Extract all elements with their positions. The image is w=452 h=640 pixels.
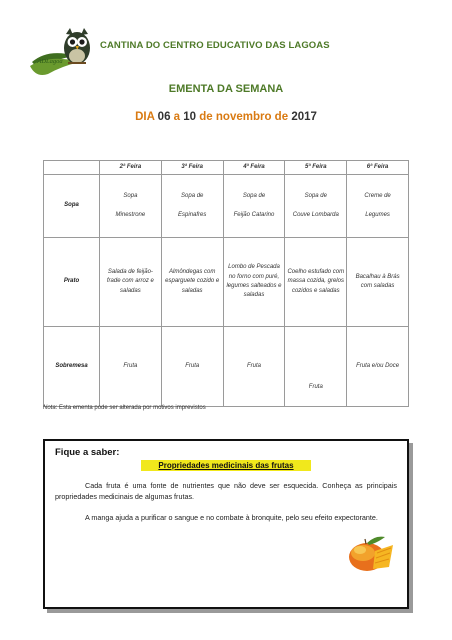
menu-cell: Fruta: [100, 327, 162, 407]
date-start-day: 06: [157, 111, 171, 123]
table-row-sobremesa: [44, 327, 409, 407]
info-paragraph-1: Cada fruta é uma fonte de nutrientes que não deve ser esquecida. Conheça as principais propriedades medicinais de algumas frutas.: [55, 481, 397, 501]
menu-cell: Bacalhau à Brás com saladas: [347, 238, 409, 327]
menu-cell: Coelho estufado com massa cozida, grelos cozidos e saladas: [285, 238, 347, 327]
page-title: EMENTA DA SEMANA: [168, 83, 284, 95]
date-prefix: DIA: [135, 111, 155, 123]
owl-logo: [28, 22, 98, 80]
table-row-sopa: [44, 175, 409, 238]
menu-cell: Fruta: [223, 327, 285, 407]
row-label: Sopa: [44, 175, 100, 238]
info-box-title: Fique a saber:: [55, 447, 120, 458]
row-label: Sobremesa: [44, 327, 100, 407]
table-corner-cell: [44, 161, 100, 175]
menu-cell: Salada de feijão-frade com arroz e saladas: [100, 238, 162, 327]
school-name: CANTINA DO CENTRO EDUCATIVO DAS LAGOAS: [100, 40, 330, 51]
table-header-row: [44, 161, 409, 175]
table-row-prato: [44, 238, 409, 327]
logo-text: ADLagoa: [37, 58, 63, 65]
menu-cell: Fruta: [285, 327, 347, 407]
day-header: 2ª Feira: [100, 161, 162, 175]
day-header: 4ª Feira: [223, 161, 285, 175]
menu-cell: Fruta e/ou Doce: [347, 327, 409, 407]
info-paragraph-2: A manga ajuda a purificar o sangue e no combate à bronquite, pelo seu efeito expectorante.: [85, 512, 378, 522]
menu-cell: Sopa de Espinafres: [161, 175, 223, 238]
row-label: Prato: [44, 238, 100, 327]
day-header: 6ª Feira: [347, 161, 409, 175]
menu-cell: Fruta: [161, 327, 223, 407]
info-box-subtitle: Propriedades medicinais das frutas: [141, 460, 311, 471]
menu-cell: Lombo de Pescada no forno com puré, legumes salteados e saladas: [223, 238, 285, 327]
date-year: 2017: [291, 111, 317, 123]
menu-cell: Sopa de Couve Lombarda: [285, 175, 347, 238]
note-label: Nota: [43, 405, 56, 411]
menu-cell: Almôndegas com esparguete cozido e saladas: [161, 238, 223, 327]
menu-cell: Sopa Minestrone: [100, 175, 162, 238]
date-month: de novembro de: [199, 111, 289, 123]
menu-cell: Creme de Legumes: [347, 175, 409, 238]
menu-note: [43, 405, 206, 411]
day-header: 5ª Feira: [285, 161, 347, 175]
weekly-menu-table: [43, 160, 409, 407]
date-line: [0, 111, 452, 123]
day-header: 3ª Feira: [161, 161, 223, 175]
date-end-day: 10: [183, 111, 197, 123]
mango-image: [345, 531, 397, 577]
menu-cell: Sopa de Feijão Catarino: [223, 175, 285, 238]
note-text: : Esta ementa pode ser alterada por motivos imprevistos: [55, 405, 206, 411]
info-box: [43, 439, 409, 609]
date-connector: a: [173, 111, 181, 123]
